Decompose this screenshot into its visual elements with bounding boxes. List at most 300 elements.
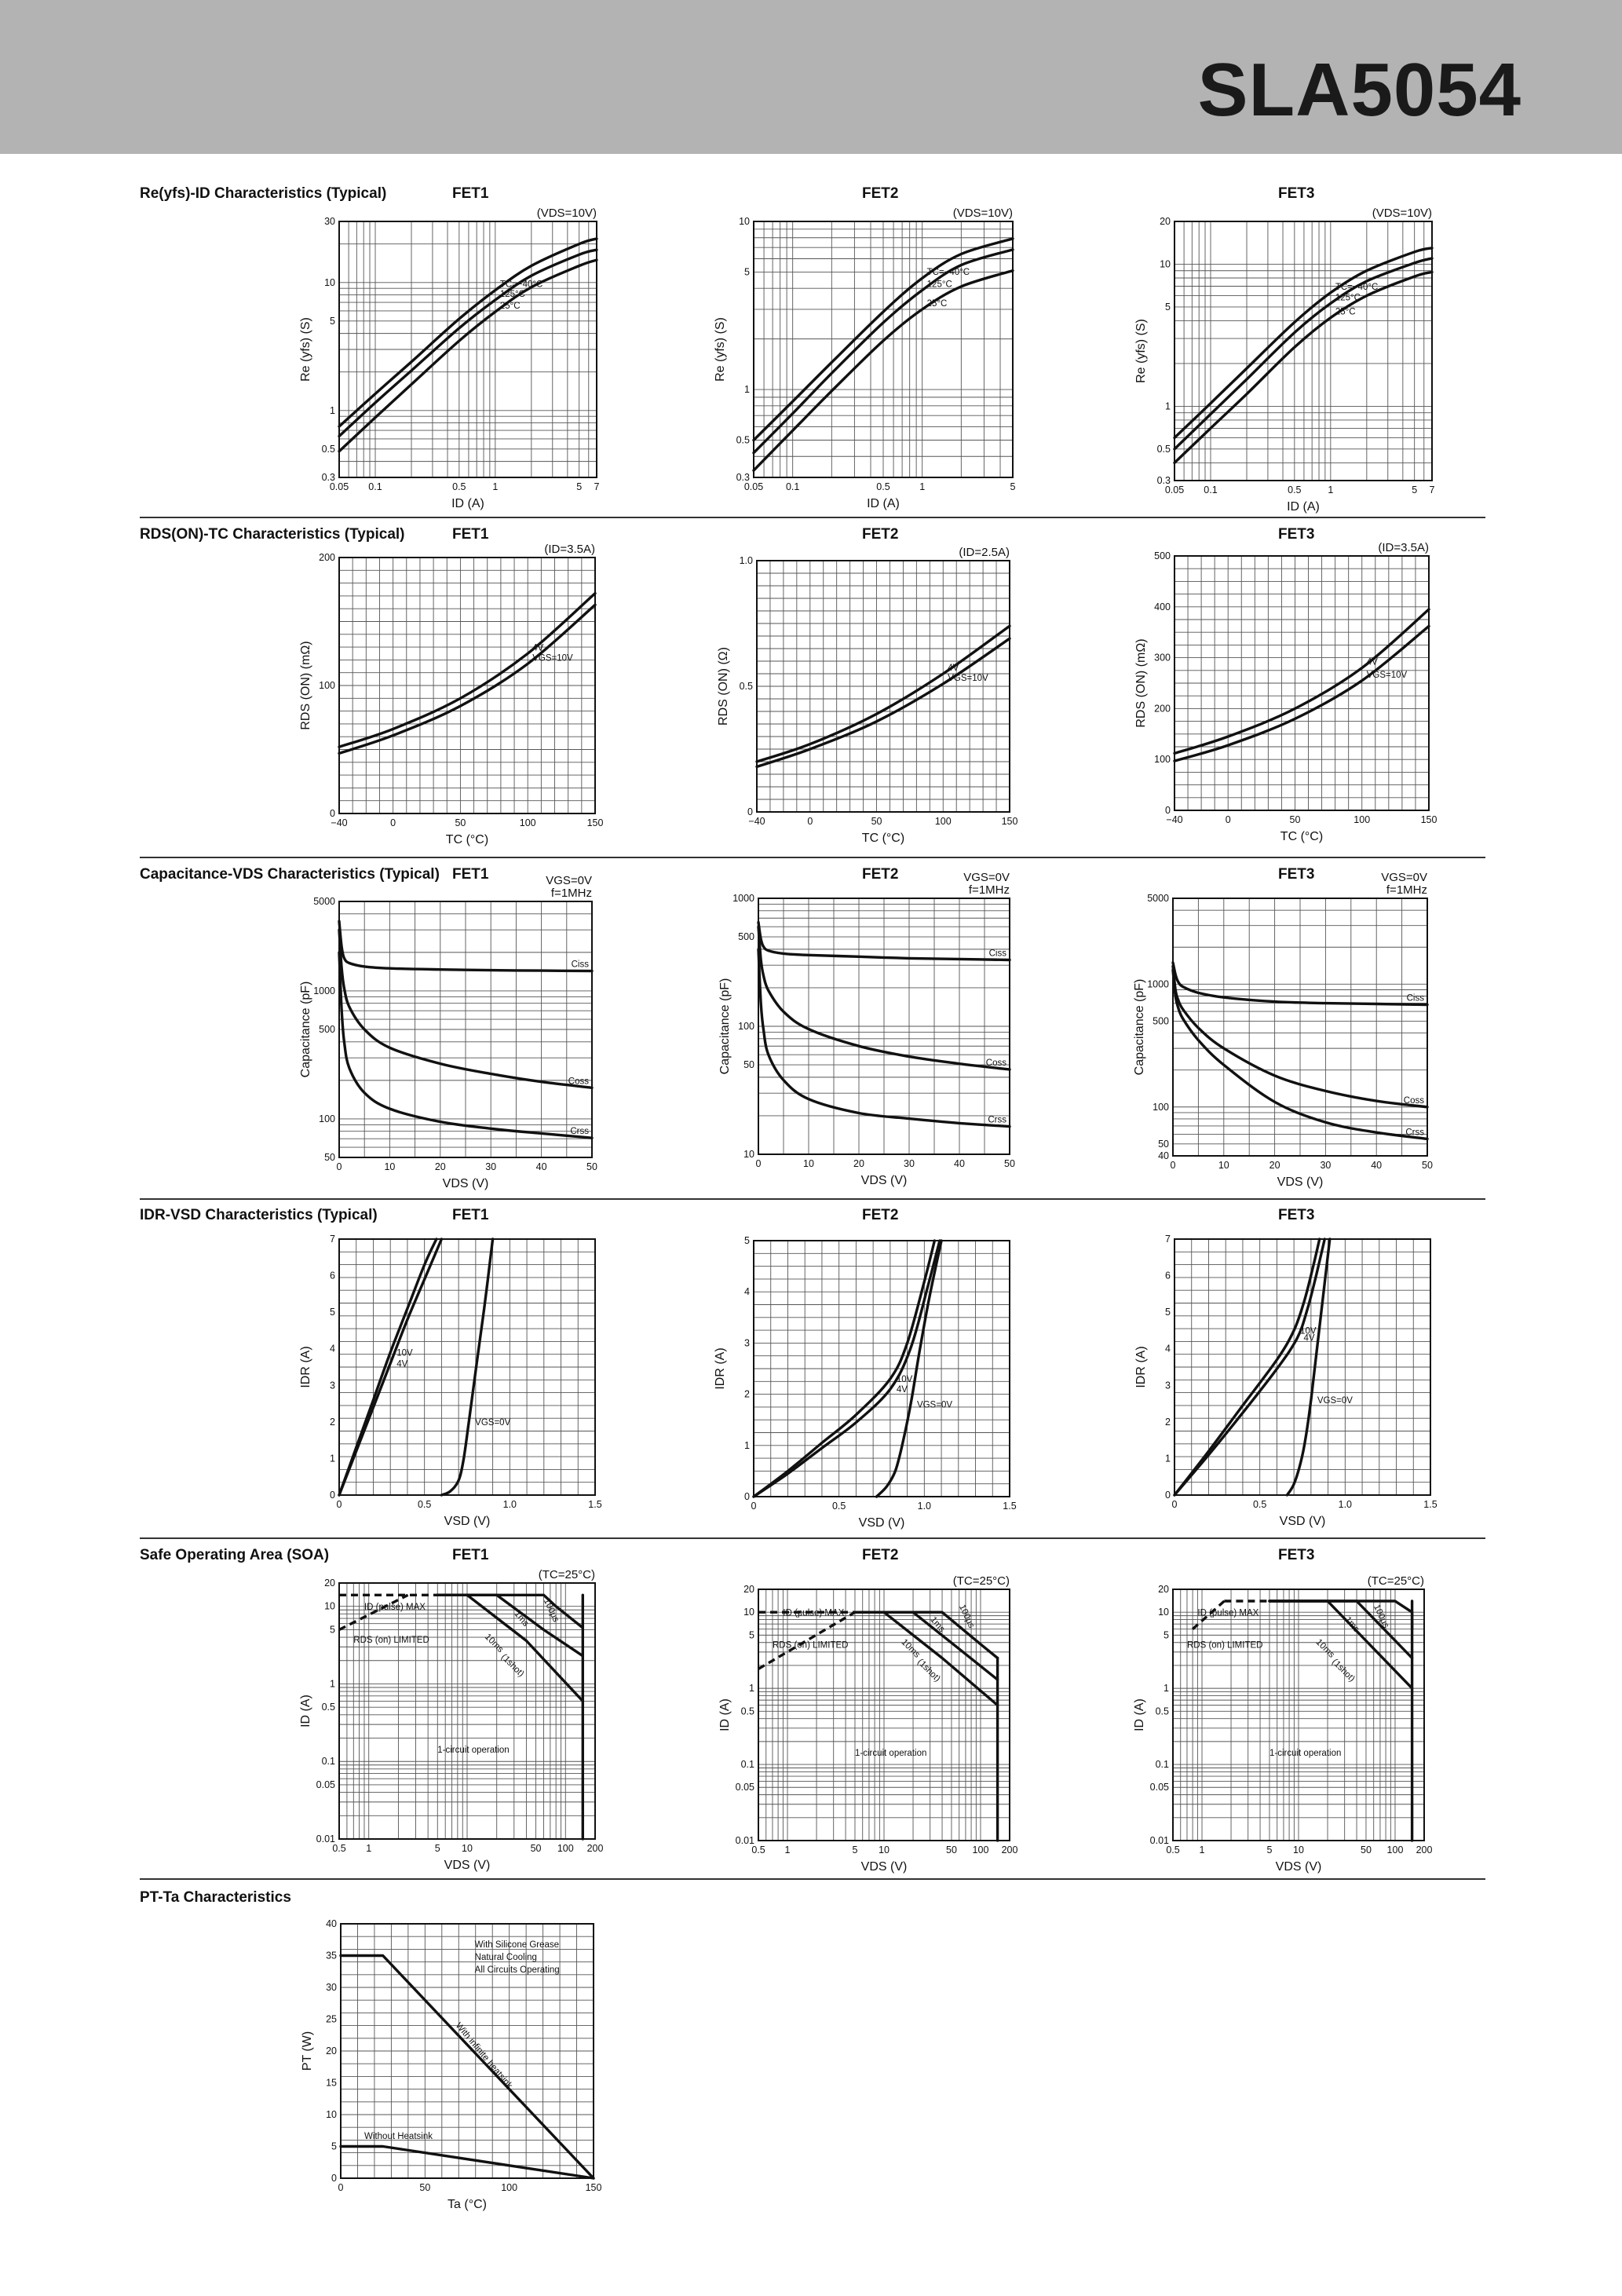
x-tick-label: 10 [1218,1160,1229,1171]
chart-capacitance-fet3 [1126,867,1459,1203]
chart-rds-tc-fet1 [292,526,627,861]
y-tick-label: 7 [330,1234,335,1245]
x-tick-label: 40 [954,1158,965,1169]
x-axis-label: VDS (V) [444,1859,491,1872]
y-axis-label: IDR (A) [1134,1346,1148,1388]
y-tick-label: 500 [319,1024,335,1035]
y-tick-label: 5000 [313,896,335,907]
section-title-capacitance: Capacitance-VDS Characteristics (Typical) [140,866,440,883]
y-tick-label: 300 [1154,652,1171,664]
soa-label: 10ms [899,1637,922,1660]
soa-label: (1shot) [1329,1657,1357,1684]
series-line [1174,609,1429,753]
x-tick-label: 7 [594,481,600,492]
x-axis-label: VSD (V) [1279,1515,1326,1528]
soa-label: 1-circuit operation [1269,1749,1342,1759]
y-axis-label: IDR (A) [299,1346,312,1388]
y-axis-label: ID (A) [299,1695,312,1727]
y-tick-label: 4 [330,1343,335,1355]
y-tick-label: 1 [1165,400,1171,412]
x-tick-label: 30 [904,1158,915,1169]
y-tick-label: 4 [744,1286,750,1298]
y-tick-label: 0.01 [316,1834,335,1844]
x-tick-label: 0.5 [1288,484,1302,495]
series-label: TC=−40°C [1335,282,1379,292]
x-tick-label: 0.5 [1166,1844,1180,1855]
chart-capacitance-fet2 [711,867,1041,1201]
series-label: 10V [896,1375,913,1385]
y-tick-label: 2 [1165,1416,1171,1428]
x-tick-label: 150 [585,2182,602,2193]
y-axis-label: RDS (ON) (mΩ) [299,641,312,730]
y-tick-label: 10 [743,1149,754,1160]
y-tick-label: 1 [744,384,750,396]
annotation-text: All Circuits Operating [474,1965,560,1975]
y-tick-label: 100 [1154,754,1171,766]
y-tick-label: 0.01 [735,1835,754,1846]
x-tick-label: 1.0 [1338,1499,1353,1510]
series-label: TC=−40°C [499,280,543,290]
y-axis-label: Capacitance (pF) [718,978,732,1075]
x-tick-label: 0.5 [452,481,466,492]
x-tick-label: 1.0 [917,1501,932,1512]
y-tick-label: 500 [1153,1015,1169,1027]
y-tick-label: 0 [1165,805,1171,816]
y-tick-label: 0 [747,806,753,817]
section-title-idr-vsd: IDR-VSD Characteristics (Typical) [140,1207,378,1223]
x-axis-label: VSD (V) [858,1516,905,1530]
y-tick-label: 200 [319,552,335,563]
series-label: 4V [896,1385,908,1395]
annotation-text: (ID=3.5A) [1378,541,1429,554]
chart-soa-fet1 [292,1552,627,1886]
series-line [339,1595,408,1629]
series-label: Coss [568,1077,589,1087]
series-line [757,626,1010,762]
y-axis-label: Re (yfs) (S) [714,317,727,382]
annotation-text: (VDS=10V) [952,207,1013,220]
x-tick-label: 0.5 [417,1499,432,1510]
x-tick-label: 100 [519,817,536,828]
y-tick-label: 20 [324,1578,335,1589]
annotation-text: With Silicone Grease [474,1940,560,1950]
x-tick-label: 0.5 [1252,1499,1267,1510]
y-tick-label: 0.01 [1149,1835,1169,1846]
y-tick-label: 0.1 [1155,1759,1169,1771]
series-line [1174,258,1432,449]
x-tick-label: 30 [485,1161,497,1172]
series-label: Coss [1403,1095,1424,1106]
series-label: 25°C [499,302,521,312]
fet-label: FET1 [452,526,489,543]
x-tick-label: 100 [1353,814,1371,825]
series-line [1174,248,1432,438]
fet-label: FET3 [1278,866,1315,883]
x-tick-label: 0.05 [1164,484,1185,495]
section-title-pt-ta: PT-Ta Characteristics [140,1889,291,1906]
y-tick-label: 3 [744,1337,750,1349]
x-tick-label: 30 [1320,1160,1332,1171]
part-number: SLA5054 [1197,48,1522,132]
series-label: TC=−40°C [926,268,970,278]
y-axis-label: ID (A) [1133,1698,1146,1731]
series-label: Crss [1405,1128,1424,1138]
x-tick-label: 50 [946,1844,957,1855]
y-axis-label: PT (W) [301,2031,314,2071]
y-tick-label: 500 [738,931,754,943]
y-tick-label: 5 [749,1629,754,1641]
soa-label: 100μs [1371,1603,1391,1630]
x-tick-label: 1.5 [1003,1501,1017,1512]
y-tick-label: 0.5 [740,1706,754,1717]
soa-label: RDS (on) LIMITED [772,1640,849,1651]
x-axis-label: VDS (V) [1275,1860,1322,1874]
x-tick-label: 10 [462,1843,473,1854]
y-tick-label: 1000 [313,985,335,996]
x-tick-label: −40 [331,817,348,828]
y-tick-label: 500 [1154,550,1171,561]
y-tick-label: 0.5 [739,681,753,692]
annotation-text: (TC=25°C) [952,1574,1010,1588]
annotation-text: Natural Cooling [474,1953,537,1962]
soa-label: ID (pulse) MAX [783,1608,845,1618]
x-tick-label: 100 [972,1844,989,1855]
x-tick-label: 5 [1266,1844,1273,1855]
x-tick-label: 50 [530,1843,542,1854]
annotation-text: (VDS=10V) [1372,207,1432,220]
x-tick-label: −40 [1166,814,1183,825]
annotation-text: (ID=3.5A) [544,543,595,556]
soa-label: RDS (on) LIMITED [353,1635,429,1645]
y-tick-label: 0.5 [1155,1706,1169,1717]
chart-capacitance-fet1 [292,870,623,1205]
y-axis-label: Re (yfs) (S) [1134,319,1148,383]
x-tick-label: 1 [492,481,499,492]
annotation-text: f=1MHz [550,887,592,900]
series-line [341,1956,594,2179]
x-axis-label: ID (A) [867,497,900,510]
y-tick-label: 10 [324,276,335,288]
x-tick-label: 50 [1361,1844,1372,1855]
series-line [757,638,1010,766]
x-axis-label: ID (A) [1287,500,1320,514]
x-tick-label: 0.05 [743,481,764,492]
x-axis-label: Ta (°C) [448,2198,487,2211]
x-tick-label: 0.1 [785,481,800,492]
series-line [341,2147,594,2179]
x-axis-label: VDS (V) [442,1177,489,1190]
annotation-text: f=1MHz [968,883,1010,897]
x-tick-label: 1.0 [502,1499,517,1510]
x-tick-label: 5 [576,481,583,492]
series-label: Without Heatsink [364,2131,433,2141]
soa-label: 1ms [512,1609,531,1629]
annotation-text: (VDS=10V) [536,207,597,220]
x-tick-label: 200 [1001,1844,1018,1855]
y-tick-label: 100 [738,1021,754,1032]
y-tick-label: 20 [743,1584,754,1595]
x-tick-label: 1 [919,481,926,492]
y-tick-label: 100 [319,680,335,691]
x-tick-label: 150 [586,817,604,828]
chart-pt-ta [294,1892,625,2225]
y-tick-label: 0.05 [1149,1782,1169,1793]
x-axis-label: ID (A) [451,497,484,510]
y-tick-label: 400 [1154,601,1171,612]
y-tick-label: 6 [1165,1270,1171,1281]
y-tick-label: 10 [324,1600,335,1612]
y-tick-label: 1000 [732,893,754,904]
series-label: 4V [1366,657,1378,667]
x-tick-label: 10 [1293,1844,1304,1855]
series-label: 125°C [926,280,952,290]
y-tick-label: 0 [1165,1490,1171,1501]
x-tick-label: 5 [1010,481,1016,492]
chart-rds-tc-fet2 [710,529,1041,859]
chart-rds-tc-fet3 [1127,525,1460,857]
soa-label: 1ms [1343,1614,1361,1635]
x-tick-label: 100 [1386,1844,1404,1855]
y-tick-label: 40 [326,1918,337,1929]
header-bar [0,0,1622,154]
soa-label: 1-circuit operation [854,1749,927,1759]
x-tick-label: 10 [879,1844,890,1855]
y-tick-label: 0.5 [321,1702,335,1713]
fet-label: FET2 [862,526,899,543]
soa-label: (1shot) [915,1657,942,1684]
section-title-re-id: Re(yfs)-ID Characteristics (Typical) [140,185,387,202]
y-axis-label: Re (yfs) (S) [299,317,312,382]
x-axis-label: TC (°C) [445,833,489,846]
chart-re-id-fet2 [707,190,1044,525]
y-tick-label: 0.3 [1156,475,1171,486]
y-tick-label: 30 [326,1982,337,1993]
y-tick-label: 30 [324,216,335,227]
fet-label: FET2 [862,185,899,202]
y-tick-label: 1 [749,1683,754,1695]
x-tick-label: 1 [1199,1844,1205,1855]
soa-label: 10ms [1313,1637,1336,1660]
series-label: Coss [985,1058,1006,1068]
y-tick-label: 0.5 [1156,443,1171,455]
fet-label: FET1 [452,1547,489,1563]
x-tick-label: 0 [1170,1160,1176,1171]
x-tick-label: 7 [1429,484,1435,495]
series-label: Ciss [1406,993,1424,1004]
y-tick-label: 3 [330,1380,335,1391]
x-tick-label: 0 [336,1499,342,1510]
series-label: 25°C [926,298,948,309]
x-tick-label: 150 [1001,816,1018,827]
x-tick-label: 50 [419,2182,431,2193]
series-label: Ciss [988,949,1006,959]
x-tick-label: 50 [1289,814,1301,825]
y-tick-label: 100 [319,1113,335,1124]
fet-label: FET2 [862,1547,899,1563]
y-tick-label: 1 [1164,1683,1169,1695]
y-tick-label: 1.0 [739,555,753,566]
y-tick-label: 1 [330,404,335,416]
y-tick-label: 200 [1154,703,1171,715]
x-tick-label: 200 [1416,1844,1433,1855]
series-label: VGS=10V [948,673,988,683]
y-tick-label: 10 [1158,1607,1169,1618]
annotation-text: (ID=2.5A) [959,546,1010,559]
y-axis-label: Capacitance (pF) [299,981,312,1078]
y-tick-label: 4 [1165,1343,1171,1355]
y-tick-label: 0.05 [316,1779,335,1790]
x-tick-label: 10 [803,1158,814,1169]
y-tick-label: 0.1 [740,1759,754,1771]
y-tick-label: 0 [331,2173,337,2184]
x-axis-label: VDS (V) [860,1174,908,1187]
series-label: VGS=10V [532,653,573,664]
x-tick-label: 0 [807,816,813,827]
series-label: VGS=0V [475,1417,511,1428]
fet-label: FET3 [1278,185,1315,202]
x-tick-label: 5 [852,1844,858,1855]
soa-label: ID (pulse) MAX [1197,1608,1259,1618]
soa-label: (1shot) [499,1652,526,1680]
y-tick-label: 20 [1158,1584,1169,1595]
x-tick-label: 0.1 [1204,484,1218,495]
y-tick-label: 5 [1164,1629,1169,1641]
chart-soa-fet2 [711,1558,1041,1888]
soa-label: 10ms [482,1632,506,1655]
y-tick-label: 0.05 [735,1782,754,1793]
x-tick-label: 0.05 [329,481,349,492]
y-tick-label: 5 [330,1307,335,1318]
y-tick-label: 0 [330,808,335,819]
x-axis-label: VSD (V) [444,1515,491,1528]
y-tick-label: 5 [331,2141,337,2152]
soa-label: 1ms [928,1614,947,1635]
chart-soa-fet3 [1126,1558,1456,1888]
y-tick-label: 10 [743,1607,754,1618]
x-tick-label: 100 [557,1843,574,1854]
y-axis-label: IDR (A) [714,1347,727,1390]
y-tick-label: 1000 [1147,978,1169,990]
x-tick-label: 0 [751,1501,757,1512]
x-tick-label: 40 [1371,1160,1383,1171]
chart-idr-vsd-fet2 [707,1209,1041,1544]
y-tick-label: 50 [324,1152,335,1163]
x-tick-label: 20 [853,1158,864,1169]
x-tick-label: 5 [1412,484,1418,495]
x-tick-label: 0 [755,1158,762,1169]
x-tick-label: 50 [455,817,466,828]
annotation-text: VGS=0V [546,874,592,887]
series-label: 125°C [499,290,525,300]
fet-label: FET3 [1278,1207,1315,1223]
y-tick-label: 6 [330,1270,335,1281]
y-tick-label: 5 [1165,1307,1171,1318]
x-tick-label: 0.5 [876,481,890,492]
series-line [339,250,597,436]
fet-label: FET3 [1278,1547,1315,1563]
y-tick-label: 0 [330,1490,335,1501]
chart-idr-vsd-fet3 [1127,1208,1462,1542]
x-tick-label: 50 [1422,1160,1433,1171]
y-axis-label: Capacitance (pF) [1133,978,1146,1076]
series-label: 4V [1303,1333,1315,1344]
x-tick-label: 0 [390,817,396,828]
x-axis-label: TC (°C) [861,832,905,845]
series-label: Crss [988,1115,1006,1125]
y-tick-label: 5 [744,1235,750,1246]
y-tick-label: 1 [330,1678,335,1690]
y-tick-label: 5 [1165,301,1171,313]
soa-label: 100μs [956,1603,977,1630]
y-tick-label: 3 [1165,1380,1171,1391]
chart-idr-vsd-fet1 [292,1208,627,1542]
x-tick-label: 20 [434,1161,446,1172]
y-tick-label: 15 [326,2077,337,2089]
x-axis-label: TC (°C) [1280,830,1324,843]
soa-label: 1-circuit operation [437,1745,510,1755]
x-tick-label: 50 [1004,1158,1015,1169]
y-tick-label: 20 [1160,216,1171,227]
y-tick-label: 2 [330,1416,335,1428]
y-tick-label: 50 [1158,1138,1169,1150]
series-label: Ciss [571,960,589,970]
series-label: 4V [396,1359,408,1369]
x-tick-label: 0.5 [831,1501,846,1512]
chart-re-id-fet3 [1127,190,1463,528]
y-axis-label: ID (A) [718,1698,732,1731]
x-tick-label: 0 [336,1161,342,1172]
y-tick-label: 40 [1158,1150,1169,1161]
y-tick-label: 20 [326,2046,337,2057]
series-label: Crss [570,1127,589,1137]
series-label: 10V [396,1348,413,1358]
y-tick-label: 10 [1160,258,1171,270]
series-label: With infinite heatsink [453,2020,514,2091]
annotation-text: VGS=0V [1381,871,1427,884]
x-tick-label: 1 [366,1843,372,1854]
annotation-text: VGS=0V [963,871,1010,884]
x-tick-label: 0 [1171,1499,1178,1510]
y-tick-label: 0 [744,1491,750,1502]
chart-re-id-fet1 [292,190,628,525]
y-tick-label: 1 [744,1439,750,1451]
y-tick-label: 5 [744,266,750,278]
y-axis-label: RDS (ON) (mΩ) [1134,638,1148,728]
soa-label: 100μs [541,1597,561,1624]
series-label: VGS=10V [1366,670,1408,680]
series-label: 25°C [1335,307,1356,317]
x-tick-label: 0 [338,2182,344,2193]
x-tick-label: 1 [1328,484,1334,495]
fet-label: FET1 [452,185,489,202]
x-tick-label: 10 [384,1161,396,1172]
x-tick-label: 1 [784,1844,791,1855]
x-tick-label: 0 [1225,814,1231,825]
series-label: 4V [532,643,544,653]
fet-label: FET2 [862,866,899,883]
y-tick-label: 1 [330,1453,335,1464]
x-tick-label: 50 [871,816,882,827]
series-label: 10V [1300,1326,1317,1336]
fet-label: FET3 [1278,526,1315,543]
y-tick-label: 0.5 [321,443,335,455]
x-tick-label: 100 [934,816,952,827]
y-tick-label: 5 [330,1624,335,1636]
y-tick-label: 2 [744,1388,750,1400]
y-tick-label: 50 [743,1059,754,1071]
soa-label: ID (pulse) MAX [363,1603,426,1613]
x-tick-label: 0.1 [368,481,382,492]
